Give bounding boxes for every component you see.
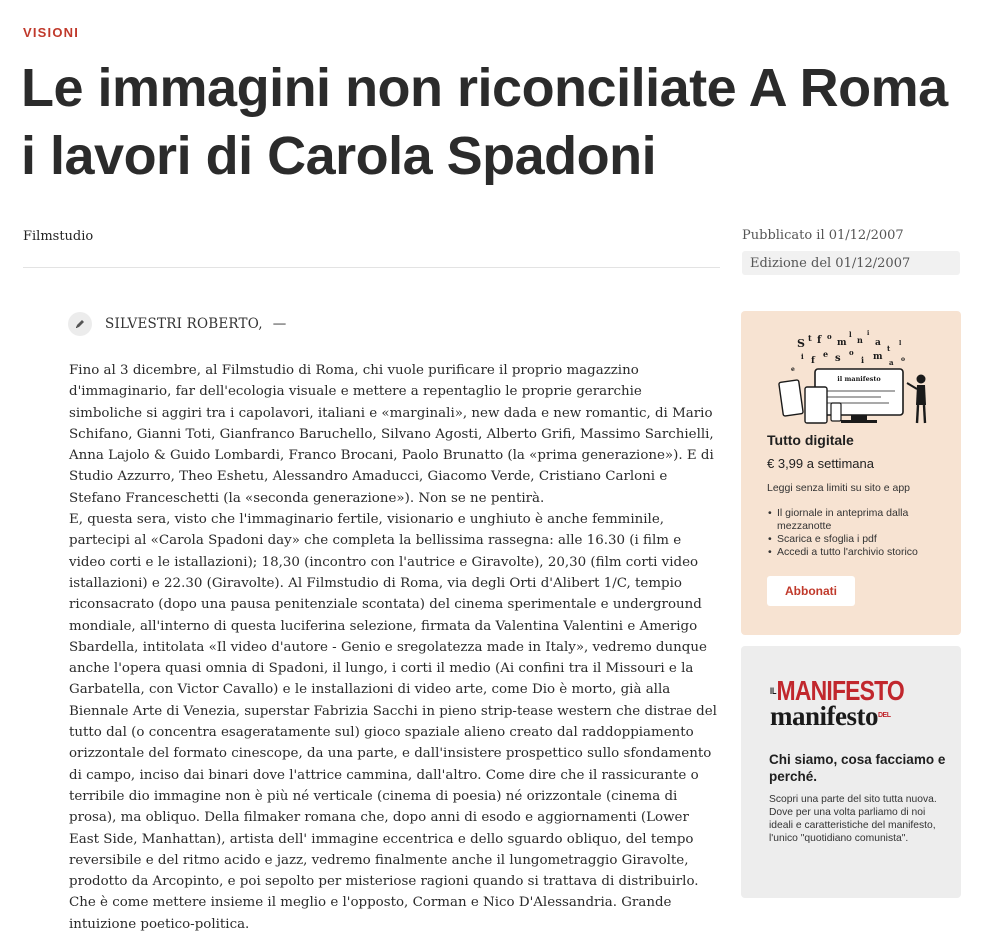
svg-text:il manifesto: il manifesto	[837, 375, 881, 383]
edition-badge[interactable]: Edizione del 01/12/2007	[742, 251, 960, 275]
header-divider	[23, 267, 720, 268]
published-date: Pubblicato il 01/12/2007	[742, 228, 904, 243]
section-kicker[interactable]: VISIONI	[23, 25, 80, 40]
promo-feature: • Il giornale in anteprima dalla mezzanotte	[767, 507, 952, 533]
svg-text:m: m	[837, 338, 847, 348]
svg-text:o: o	[901, 356, 906, 363]
svg-text:o: o	[827, 332, 832, 341]
digital-devices-illustration	[761, 321, 941, 431]
article-body	[69, 360, 717, 935]
promo-feature: • Accedi a tutto l'archivio storico	[767, 546, 952, 559]
svg-text:i: i	[801, 352, 804, 361]
subscribe-button[interactable]: Abbonati	[767, 576, 855, 606]
article-paragraph: Fino al 3 dicembre, al Filmstudio di Roma, chi vuole purificare il proprio magazzino d'immaginario, far dell'ecologia visuale e mettere a repentaglio le proprie gerarchie simboliche si aggiri tra i capolavori, italiani e «marginali», new dada e new romantic, di Mario Schifano, Gianni Toti, Gianfranco Baruchello, Silvano Agosti, Alberto Grifi, Massimo Sarchielli, Anna Lajolo & Guido Lombardi, Franco Brocani, Paolo Brunatto (la «prima generazione»). E di Studio Azzurro, Theo Eshetu, Alessandro Amaducci, Giacomo Verde, Cristiano Carloni e Stefano Franceschetti (la «seconda generazione»). Non se ne pentirà.	[69, 363, 714, 506]
svg-text:l: l	[899, 340, 902, 347]
svg-text:e: e	[823, 349, 829, 359]
svg-text:t: t	[887, 344, 891, 353]
svg-text:s: s	[835, 353, 841, 364]
svg-text:e: e	[791, 366, 795, 373]
svg-text:n: n	[857, 335, 863, 345]
manifesto-logo: $^{IL}$MANIFESTO manifesto$^{DEL}$	[770, 675, 904, 731]
promo-title: Tutto digitale	[767, 432, 854, 448]
section-label: Filmstudio	[23, 229, 94, 244]
svg-text:a: a	[875, 338, 881, 348]
svg-text:S: S	[797, 337, 805, 350]
svg-text:f: f	[811, 356, 815, 366]
promo-feature-list	[767, 507, 952, 559]
about-title: Chi siamo, cosa facciamo e perché.	[769, 752, 946, 784]
pen-icon	[68, 312, 92, 336]
promo-subtitle: Leggi senza limiti su sito e app	[767, 482, 910, 494]
svg-text:m: m	[873, 352, 883, 362]
svg-text:i: i	[867, 330, 870, 337]
article-paragraph: E, questa sera, visto che l'immaginario fertile, visionario e unghiuto è anche femminile, partecipi al «Carola Spadoni day» che completa la bellissima rassegna: alle 16.30 (i film e video corti e le istallazioni); 18,30 (incontro con l'autrice e Giravolte), 20,30 (film corti video istallazioni) e 22.30 (Giravolte). Al Filmstudio di Roma, via degli Orti d'Alibert 1/C, tempio riconsacrato (dopo una pausa penitenziale scontata) del cinema sperimentale e underground mondiale, all'interno di questa luciferina selezione, firmata da Valentina Valentini e Amerigo Sbardella, intitolata «Il video d'autore - Genio e sregolatezza made in Italy», vedremo dunque anche l'opera quasi omnia di Spadoni, il lungo, i corti il medio (Ai confini tra il Missouri e la Garbatella, con Victor Cavallo) e le installazioni di video arte, come Dio è morto, già alla Biennale Arte di Venezia, superstar Fabrizia Sacchi in pieno strip-tease western che distrae del tutto dal (o concentra esageratamente sul) gioco spaziale alieno creato dal raddoppiamento orizzontale del formato cinescope, da una parte, e dall'insistere prospettico sullo sfondamento di campo, inciso dai binari dove l'attrice cammina, dall'altro. Come dire che il rassicurante o terribile dio immagine non è più né verticale (cinema di poesia) né orizzontale (cinema di prosa), ma obliquo. Della filmaker romana che, dopo anni di esodo e aggiornamenti (Lower East Side, Manhattan), artista dell' immagine eccentrica e dello sguardo obliquo, del tempo reversibile e del ritmo acido e jazz, vedremo finalmente anche il lungometraggio Giravolte, prodotto da Arcopinto, e poi sepolto per misteriose ragioni quando si trattava di distribuirlo. Che è come mettere insieme il meglio e l'opposto, Corman e Nico D'Alessandria. Grande intuizione poetico-politica.	[69, 512, 717, 932]
promo-price: € 3,99 a settimana	[767, 456, 874, 471]
about-description: Scopri una parte del sito tutta nuova. Dove per una volta parliamo di noi ideali e caratteristiche del manifesto, l'unico "quotidiano comunista".	[769, 794, 937, 844]
svg-text:l: l	[849, 330, 852, 339]
svg-text:f: f	[817, 335, 822, 346]
author-name[interactable]: SILVESTRI ROBERTO,	[105, 316, 263, 332]
subscription-promo	[741, 311, 961, 635]
author-separator: —	[272, 316, 287, 332]
svg-text:a: a	[889, 358, 894, 367]
about-card[interactable]	[741, 646, 961, 898]
author-byline	[68, 312, 286, 336]
svg-text:i: i	[861, 355, 865, 365]
promo-feature: • Scarica e sfoglia i pdf	[767, 533, 952, 546]
svg-text:t: t	[808, 333, 812, 343]
article-title: Le immagini non riconciliate A Roma i lavori di Carola Spadoni	[21, 58, 948, 186]
svg-text:o: o	[849, 348, 854, 357]
